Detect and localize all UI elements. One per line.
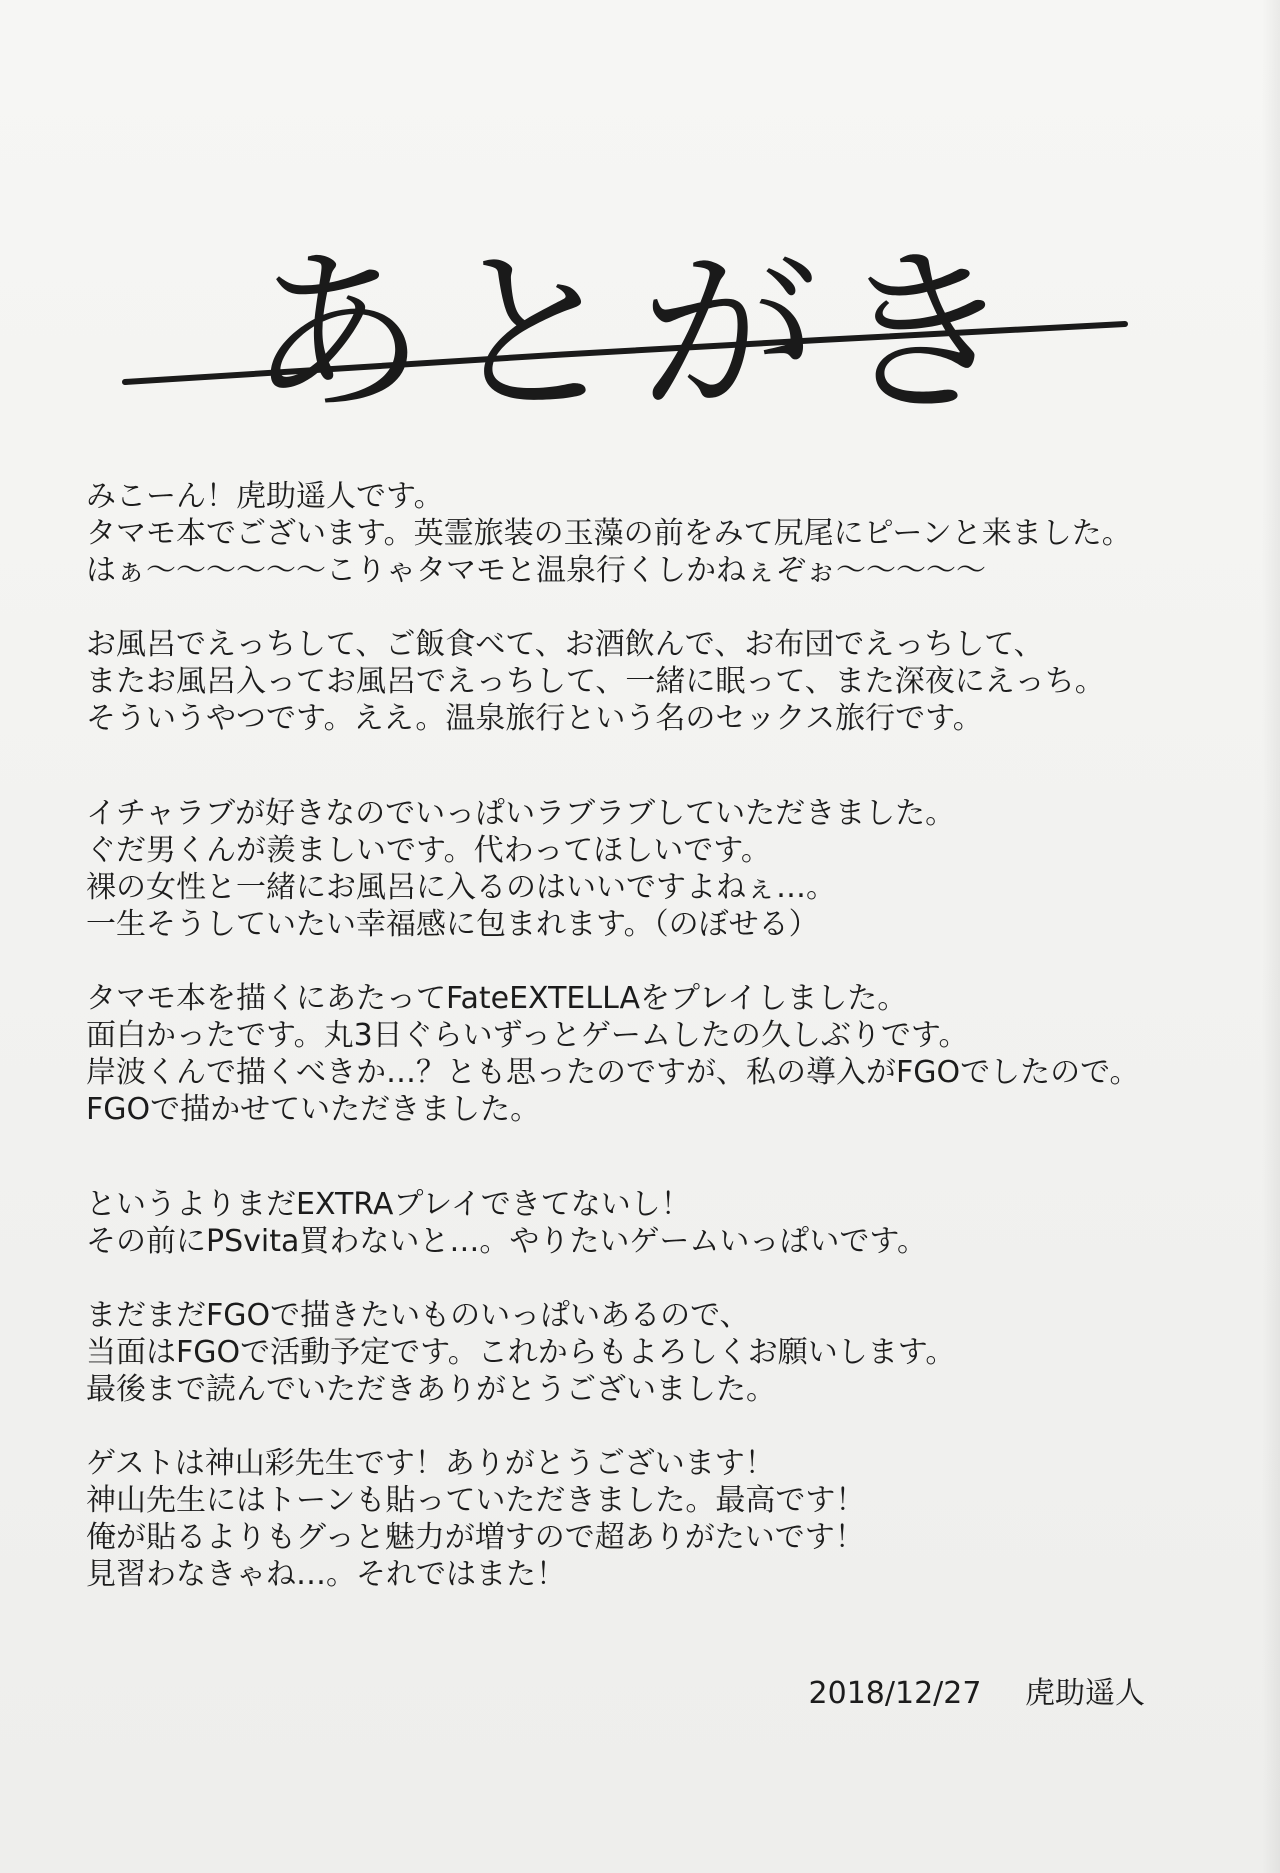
text-line: タマモ本でございます。英霊旅装の玉藻の前をみて尻尾にピーンと来ました。 [86, 516, 1132, 551]
text-line: 岸波くんで描くべきか…？とも思ったのですが、私の導入がFGOでしたので。 [86, 1055, 1140, 1090]
signature-author: 虎助遥人 [1025, 1676, 1145, 1711]
text-line: ぐだ男くんが羨ましいです。代わってほしいです。 [86, 833, 771, 868]
paragraph-icharabu [86, 795, 1216, 943]
text-line: イチャラブが好きなのでいっぱいラブラブしていただきました。 [86, 796, 956, 831]
text-line: お風呂でえっちして、ご飯食べて、お酒飲んで、お布団でえっちして、 [86, 627, 1044, 662]
text-line: そういうやつです。ええ。温泉旅行という名のセックス旅行です。 [86, 701, 983, 736]
paragraph-fgo [86, 1297, 1216, 1408]
signature [809, 1675, 1145, 1712]
signature-date: 2018/12/27 [808, 1676, 982, 1711]
text-line: はぁ～～～～～～こりゃタマモと温泉行くしかねぇぞぉ～～～～～ [86, 553, 986, 588]
text-line: FGOで描かせていただきました。 [86, 1092, 541, 1127]
paragraph-intro [86, 478, 1216, 589]
text-line: またお風呂入ってお風呂でえっちして、一緒に眠って、また深夜にえっち。 [86, 664, 1105, 699]
text-line: 一生そうしていたい幸福感に包まれます。（のぼせる） [86, 907, 819, 942]
text-line: その前にPSvita買わないと…。やりたいゲームいっぱいです。 [86, 1224, 927, 1259]
text-line: 見習わなきゃね…。それではまた！ [86, 1557, 566, 1592]
text-line: 裸の女性と一緒にお風呂に入るのはいいですよねぇ…。 [86, 870, 836, 905]
text-line: ゲストは神山彩先生です！ありがとうございます！ [86, 1446, 775, 1481]
text-line: まだまだFGOで描きたいものいっぱいあるので、 [86, 1298, 750, 1333]
text-line: というよりまだEXTRAプレイできてないし！ [86, 1187, 691, 1222]
afterword-body [86, 478, 1216, 1630]
text-line: 俺が貼るよりもグっと魅力が増すので超ありがたいです！ [86, 1520, 865, 1555]
page-title: あとがき [248, 230, 1032, 438]
paragraph-guest [86, 1445, 1216, 1593]
text-line: タマモ本を描くにあたってFateEXTELLAをプレイしました。 [86, 981, 908, 1016]
paragraph-extella [86, 980, 1216, 1128]
text-line: 神山先生にはトーンも貼っていただきました。最高です！ [86, 1483, 866, 1518]
text-line: 当面はFGOで活動予定です。これからもよろしくお願いします。 [86, 1335, 956, 1370]
paragraph-onsen [86, 626, 1216, 737]
text-line: みこーん！虎助遥人です。 [86, 479, 444, 514]
text-line: 面白かったです。丸3日ぐらいずっとゲームしたの久しぶりです。 [86, 1018, 969, 1053]
text-line: 最後まで読んでいただきありがとうございました。 [86, 1372, 776, 1407]
title-underline [120, 318, 1130, 388]
paragraph-extra [86, 1186, 1216, 1260]
